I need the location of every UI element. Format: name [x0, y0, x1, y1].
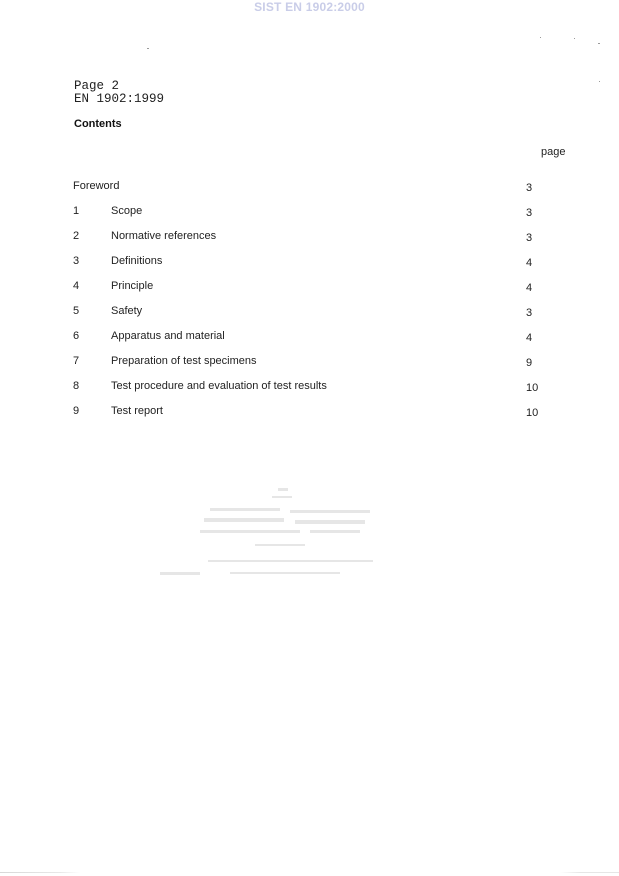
- toc-entry-normative-references: [0, 230, 619, 246]
- toc-entry-page: 3: [526, 307, 533, 319]
- toc-entry-title: Scope: [111, 205, 143, 217]
- toc-entry-title: Test procedure and evaluation of test results: [111, 380, 327, 392]
- scan-speck: [598, 43, 600, 44]
- scan-speck: [147, 48, 149, 49]
- page-number-line: Page 2: [74, 79, 120, 93]
- toc-entry-number: 9: [73, 405, 80, 417]
- page-column-label: page: [541, 146, 566, 158]
- toc-entry-number: 5: [73, 305, 80, 317]
- toc-entry-title: Principle: [111, 280, 154, 292]
- toc-entry-preparation: [0, 355, 619, 371]
- scan-speck: [599, 81, 600, 82]
- toc-entry-title: Test report: [111, 405, 163, 417]
- toc-entry-title: Safety: [111, 305, 143, 317]
- toc-entry-number: 8: [73, 380, 80, 392]
- scan-edge: [0, 872, 619, 873]
- toc-entry-title: Preparation of test specimens: [111, 355, 257, 367]
- toc-entry-scope: [0, 205, 619, 221]
- toc-entry-test-procedure: [0, 380, 619, 396]
- watermark: SIST EN 1902:2000: [254, 0, 365, 14]
- standard-id-line: EN 1902:1999: [74, 92, 165, 106]
- toc-entry-page: 4: [526, 332, 533, 344]
- toc-entry-title: Apparatus and material: [111, 330, 225, 342]
- contents-heading: Contents: [74, 118, 122, 130]
- toc-entry-number: 7: [73, 355, 80, 367]
- toc-entry-page: 10: [526, 382, 539, 394]
- toc-entry-page: 10: [526, 407, 539, 419]
- toc-entry-page: 4: [526, 282, 533, 294]
- toc-entry-page: 3: [526, 207, 533, 219]
- scan-speck: [574, 38, 575, 39]
- toc-entry-safety: [0, 305, 619, 321]
- toc-entry-number: 1: [73, 205, 80, 217]
- toc-entry-page: 3: [526, 232, 533, 244]
- toc-entry-number: 4: [73, 280, 80, 292]
- toc-entry-page: 4: [526, 257, 533, 269]
- toc-entry-number: 2: [73, 230, 80, 242]
- toc-entry-apparatus: [0, 330, 619, 346]
- page-header: [74, 80, 164, 106]
- toc-entry-title: Definitions: [111, 255, 163, 267]
- toc-entry-test-report: [0, 405, 619, 421]
- toc-entry-title: Normative references: [111, 230, 217, 242]
- scan-show-through: [160, 480, 380, 590]
- toc-entry-page: 3: [526, 182, 533, 194]
- toc-entry-definitions: [0, 255, 619, 271]
- toc-entry-principle: [0, 280, 619, 296]
- scan-speck: [540, 37, 541, 38]
- toc-entry-number: 3: [73, 255, 80, 267]
- toc-entry-title: Foreword: [73, 180, 120, 192]
- toc-entry-number: 6: [73, 330, 80, 342]
- toc-entry-foreword: [0, 180, 619, 196]
- toc-entry-page: 9: [526, 357, 533, 369]
